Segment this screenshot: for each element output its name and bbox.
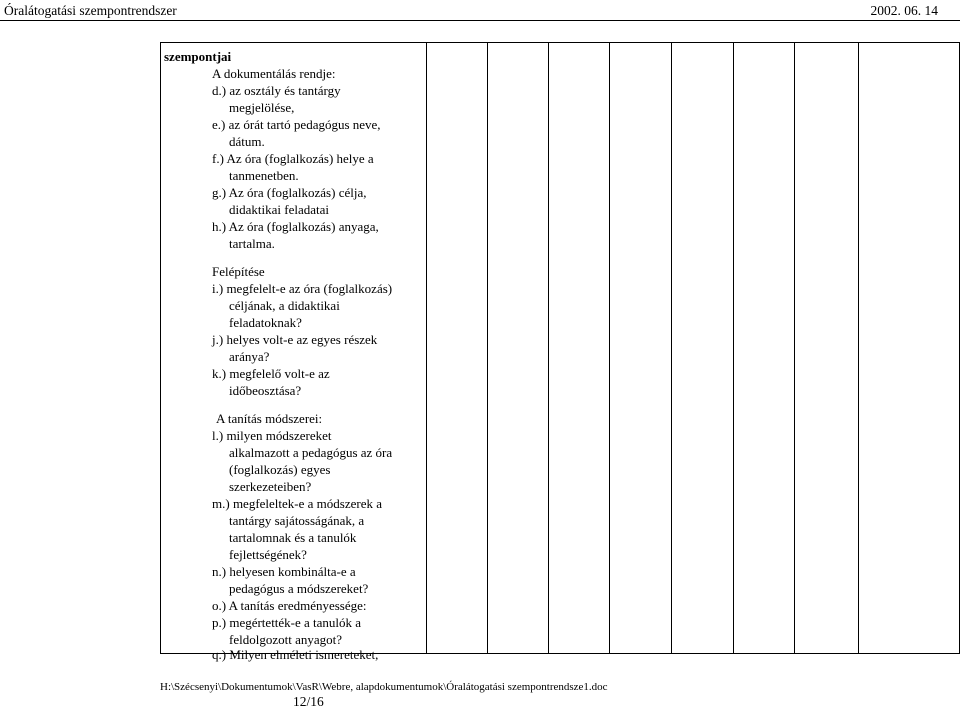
page-header xyxy=(0,0,960,22)
criteria-item: e.) az órát tartó pedagógus neve, xyxy=(212,117,381,132)
table-column-border xyxy=(487,42,488,654)
table-column-border xyxy=(794,42,795,654)
criteria-item: feldolgozott anyagot? xyxy=(229,632,342,647)
table-column-border xyxy=(548,42,549,654)
criteria-item: (foglalkozás) egyes xyxy=(229,462,331,477)
criteria-item: pedagógus a módszereket? xyxy=(229,581,369,596)
criteria-item: tanmenetben. xyxy=(229,168,299,183)
criteria-item: k.) megfelelő volt-e az xyxy=(212,366,330,381)
table-column-border xyxy=(671,42,672,654)
criteria-item: g.) Az óra (foglalkozás) célja, xyxy=(212,185,367,200)
criteria-item: j.) helyes volt-e az egyes részek xyxy=(212,332,378,347)
section-title-structure: Felépítése xyxy=(212,264,265,279)
criteria-item: f.) Az óra (foglalkozás) helye a xyxy=(212,151,374,166)
criteria-item: h.) Az óra (foglalkozás) anyaga, xyxy=(212,219,379,234)
criteria-item: q.) Milyen elméleti ismereteket, xyxy=(212,647,379,662)
criteria-item: tartalma. xyxy=(229,236,275,251)
criteria-item: m.) megfeleltek-e a módszerek a xyxy=(212,496,382,511)
criteria-item: megjelölése, xyxy=(229,100,295,115)
table-top-border xyxy=(160,42,960,43)
criteria-item: o.) A tanítás eredményessége: xyxy=(212,598,367,613)
criteria-item: feladatoknak? xyxy=(229,315,302,330)
criteria-item: céljának, a didaktikai xyxy=(229,298,340,313)
evaluation-table xyxy=(0,42,960,654)
criteria-heading: szempontjai xyxy=(164,49,232,64)
criteria-item: tartalomnak és a tanulók xyxy=(229,530,357,545)
table-column-border xyxy=(858,42,859,654)
file-path: H:\Szécsenyi\Dokumentumok\VasR\Webre, alapdokumentumok\Óralátogatási szempontrendsze1.doc xyxy=(160,681,608,693)
section-title-methods: A tanítás módszerei: xyxy=(216,411,323,426)
criteria-item: aránya? xyxy=(229,349,270,364)
section-title-documentation: A dokumentálás rendje: xyxy=(212,66,336,81)
criteria-item: tantárgy sajátosságának, a xyxy=(229,513,365,528)
criteria-item: d.) az osztály és tantárgy xyxy=(212,83,341,98)
criteria-cell xyxy=(160,49,426,662)
document-date: 2002. 06. 14 xyxy=(870,3,938,18)
criteria-item: i.) megfelelt-e az óra (foglalkozás) xyxy=(212,281,393,296)
criteria-item: p.) megértették-e a tanulók a xyxy=(212,615,362,630)
table-column-border xyxy=(609,42,610,654)
table-column-border xyxy=(426,42,427,654)
criteria-item: időbeosztása? xyxy=(229,383,302,398)
criteria-item: n.) helyesen kombinálta-e a xyxy=(212,564,356,579)
header-divider xyxy=(0,20,960,21)
criteria-item: fejlettségének? xyxy=(229,547,307,562)
criteria-item: szerkezeteiben? xyxy=(229,479,312,494)
page-number: 12/16 xyxy=(293,694,324,709)
document-title: Óralátogatási szempontrendszer xyxy=(4,3,177,18)
criteria-item: dátum. xyxy=(229,134,265,149)
table-column-border xyxy=(733,42,734,654)
criteria-item: alkalmazott a pedagógus az óra xyxy=(229,445,393,460)
criteria-item: didaktikai feladatai xyxy=(229,202,329,217)
criteria-item: l.) milyen módszereket xyxy=(212,428,332,443)
